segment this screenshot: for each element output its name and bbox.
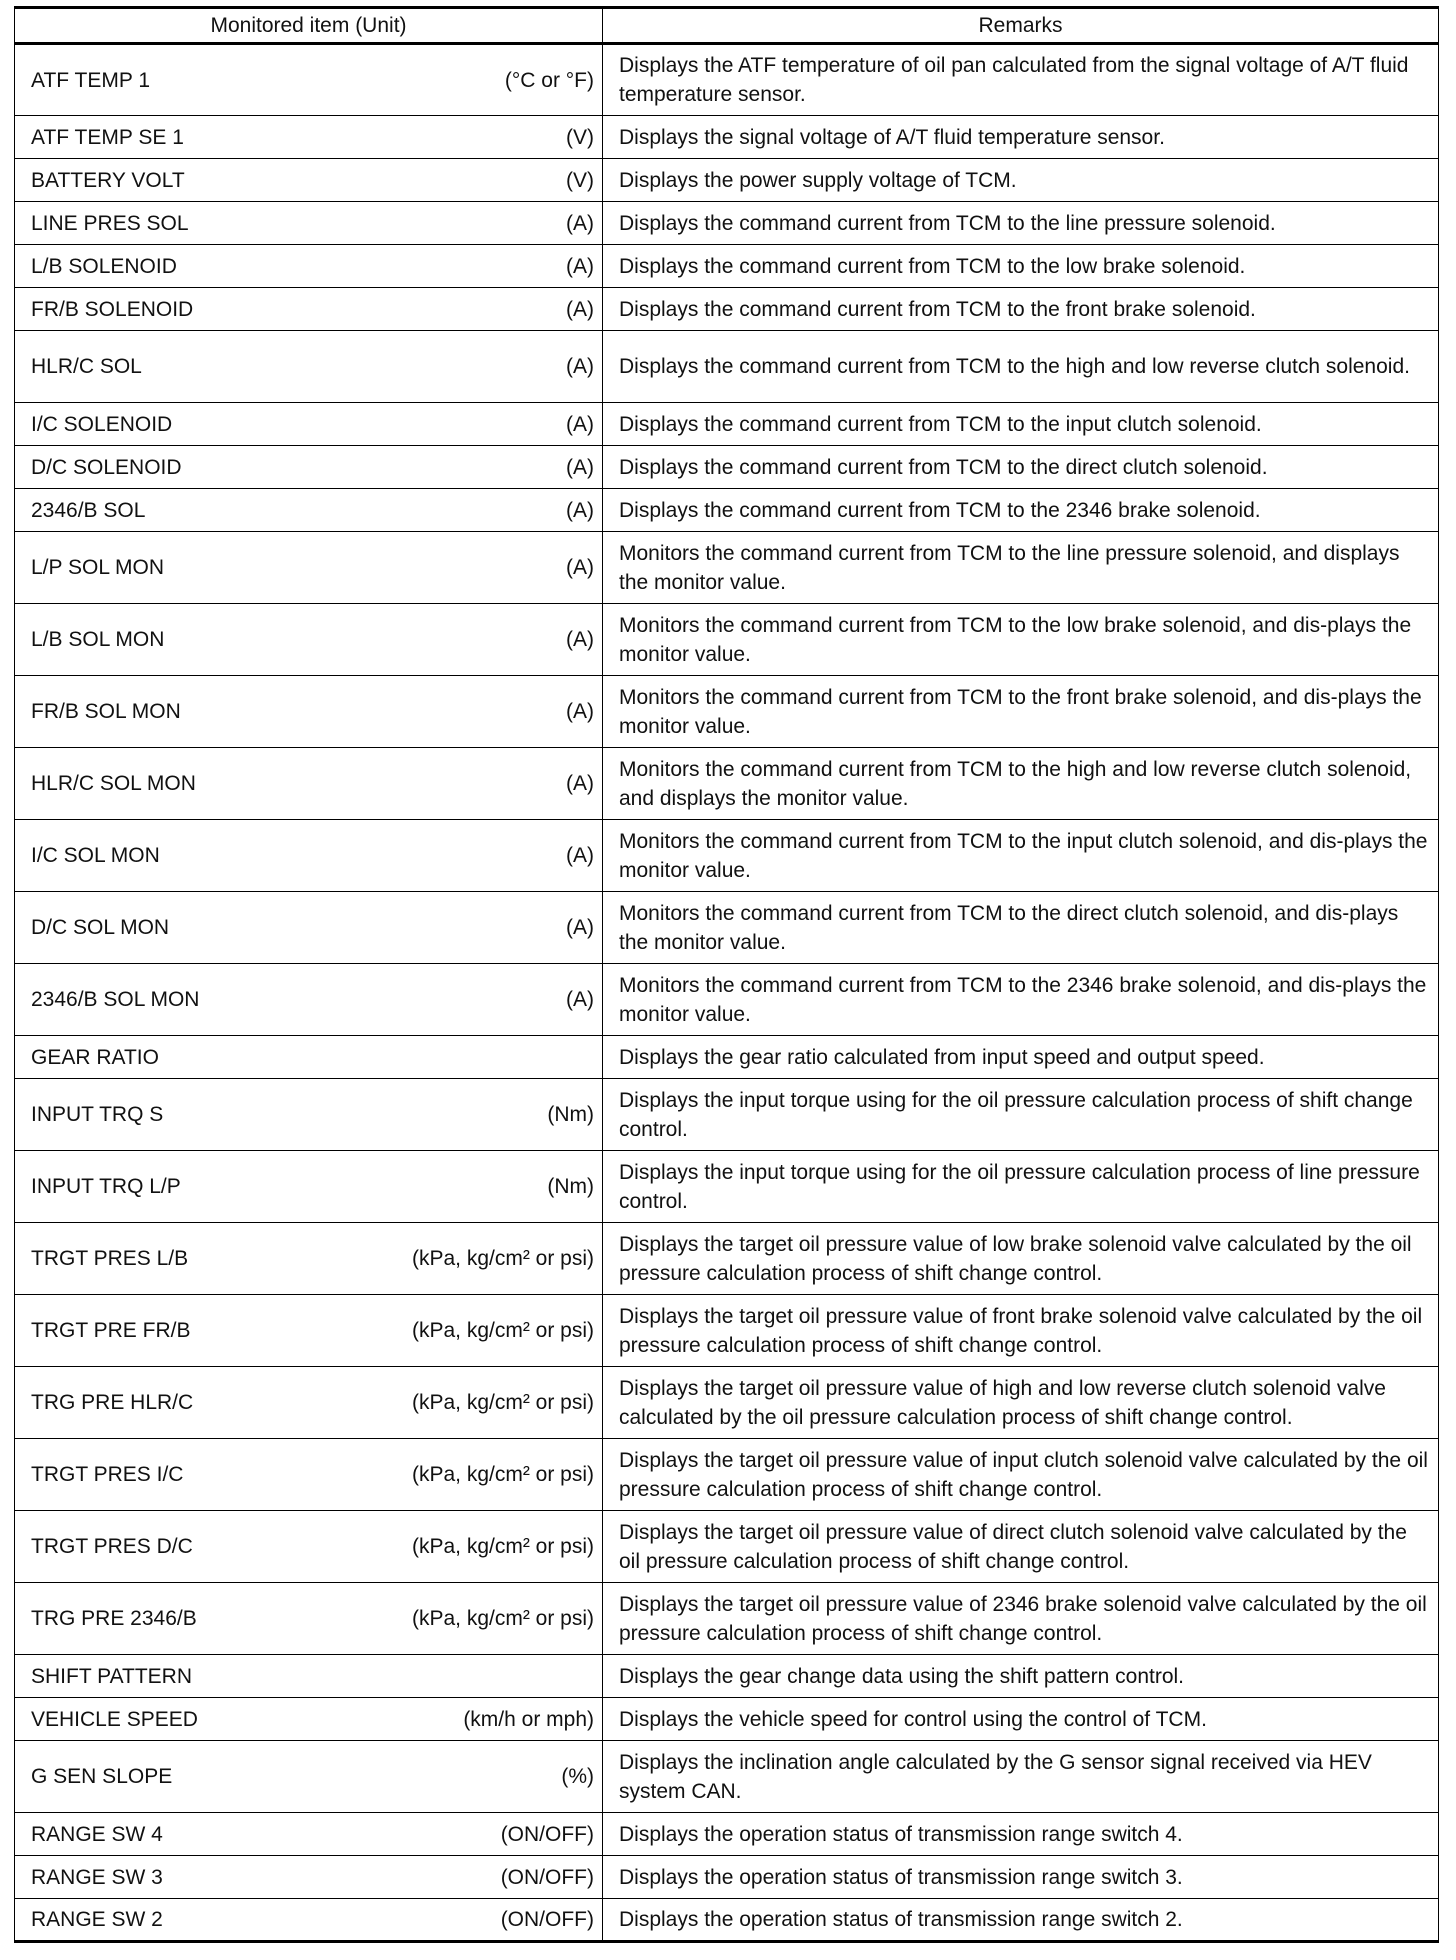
item-name: SHIFT PATTERN: [31, 1664, 193, 1688]
item-cell: [15, 1856, 603, 1899]
item-name: GEAR RATIO: [31, 1045, 159, 1069]
item-name: L/B SOLENOID: [31, 254, 177, 278]
remarks-cell: Monitors the command current from TCM to the input clutch solenoid, and dis-plays the monitor value.: [603, 820, 1439, 892]
item-name: HLR/C SOL MON: [31, 772, 196, 795]
table-row: [15, 1583, 1439, 1655]
table-row: [15, 1899, 1439, 1942]
item-unit: (Nm): [547, 1175, 594, 1198]
remarks-cell: Displays the command current from TCM to the input clutch solenoid.: [603, 403, 1439, 446]
item-name: TRG PRE HLR/C: [31, 1391, 194, 1414]
item-unit: (A): [566, 498, 594, 522]
item-cell: [15, 892, 603, 964]
item-unit: (A): [566, 772, 594, 795]
item-unit: (A): [566, 916, 594, 939]
table-body: [15, 44, 1439, 1942]
remarks-cell: Displays the target oil pressure value of high and low reverse clutch solenoid valve calculated by the oil pressure calculation process of shift change control.: [603, 1367, 1439, 1439]
item-cell: [15, 288, 603, 331]
item-name: I/C SOL MON: [31, 844, 160, 867]
item-cell: [15, 1439, 603, 1511]
item-cell: [15, 403, 603, 446]
item-unit: (ON/OFF): [500, 1865, 594, 1889]
table-row: [15, 964, 1439, 1036]
item-unit: (A): [566, 412, 594, 436]
item-name: LINE PRES SOL: [31, 211, 189, 235]
table-row: [15, 159, 1439, 202]
item-unit: (A): [566, 988, 594, 1011]
item-name: D/C SOLENOID: [31, 455, 182, 479]
item-cell: [15, 1151, 603, 1223]
item-cell: [15, 446, 603, 489]
remarks-cell: Displays the signal voltage of A/T fluid temperature sensor.: [603, 116, 1439, 159]
item-unit: (A): [566, 355, 594, 378]
header-monitored-item: Monitored item (Unit): [15, 8, 603, 44]
item-name: VEHICLE SPEED: [31, 1707, 198, 1731]
item-cell: [15, 159, 603, 202]
item-unit: (A): [566, 254, 594, 278]
remarks-cell: Monitors the command current from TCM to the high and low reverse clutch solenoid, and displays the monitor value.: [603, 748, 1439, 820]
table-row: [15, 1698, 1439, 1741]
table-row: [15, 1856, 1439, 1899]
remarks-cell: Displays the target oil pressure value of front brake solenoid valve calculated by the oil pressure calculation process of shift change control.: [603, 1295, 1439, 1367]
remarks-cell: Displays the vehicle speed for control using the control of TCM.: [603, 1698, 1439, 1741]
table-row: [15, 446, 1439, 489]
table-header: [15, 8, 1439, 44]
item-unit: (ON/OFF): [500, 1822, 594, 1846]
monitor-item-table: [14, 6, 1439, 1943]
remarks-cell: Displays the command current from TCM to the front brake solenoid.: [603, 288, 1439, 331]
item-name: FR/B SOL MON: [31, 700, 181, 723]
remarks-cell: Displays the target oil pressure value of input clutch solenoid valve calculated by the oil pressure calculation process of shift change control.: [603, 1439, 1439, 1511]
item-unit: (Nm): [547, 1103, 594, 1126]
item-unit: (kPa, kg/cm² or psi): [411, 1391, 594, 1414]
item-cell: [15, 1899, 603, 1942]
item-name: HLR/C SOL: [31, 355, 142, 378]
table-row: [15, 604, 1439, 676]
item-unit: (kPa, kg/cm² or psi): [411, 1535, 594, 1558]
item-unit: (A): [566, 844, 594, 867]
remarks-cell: Displays the operation status of transmission range switch 3.: [603, 1856, 1439, 1899]
item-name: TRG PRE 2346/B: [31, 1607, 197, 1630]
remarks-cell: Displays the target oil pressure value of direct clutch solenoid valve calculated by the oil pressure calculation process of shift change control.: [603, 1511, 1439, 1583]
item-cell: [15, 116, 603, 159]
item-name: TRGT PRE FR/B: [31, 1319, 191, 1342]
item-cell: [15, 1223, 603, 1295]
item-cell: [15, 1583, 603, 1655]
item-cell: [15, 44, 603, 116]
item-cell: [15, 1741, 603, 1813]
item-unit: (ON/OFF): [500, 1908, 594, 1931]
remarks-cell: Monitors the command current from TCM to the line pressure solenoid, and displays the monitor value.: [603, 532, 1439, 604]
item-name: RANGE SW 3: [31, 1865, 163, 1889]
item-unit: (A): [566, 455, 594, 479]
table-row: [15, 1511, 1439, 1583]
table-row: [15, 820, 1439, 892]
remarks-cell: Monitors the command current from TCM to the 2346 brake solenoid, and dis-plays the monitor value.: [603, 964, 1439, 1036]
item-cell: [15, 1079, 603, 1151]
remarks-cell: Displays the gear ratio calculated from input speed and output speed.: [603, 1036, 1439, 1079]
remarks-cell: Displays the command current from TCM to the high and low reverse clutch solenoid.: [603, 331, 1439, 403]
table-row: [15, 1036, 1439, 1079]
table-row: [15, 748, 1439, 820]
item-unit: (kPa, kg/cm² or psi): [411, 1607, 594, 1630]
item-name: G SEN SLOPE: [31, 1765, 173, 1788]
item-name: L/P SOL MON: [31, 556, 165, 579]
remarks-cell: Displays the operation status of transmission range switch 2.: [603, 1899, 1439, 1942]
remarks-cell: Monitors the command current from TCM to the direct clutch solenoid, and dis-plays the monitor value.: [603, 892, 1439, 964]
item-cell: [15, 604, 603, 676]
item-cell: [15, 820, 603, 892]
table-row: [15, 1223, 1439, 1295]
item-cell: [15, 1367, 603, 1439]
remarks-cell: Displays the target oil pressure value of 2346 brake solenoid valve calculated by the oil pressure calculation process of shift change control.: [603, 1583, 1439, 1655]
header-remarks: Remarks: [603, 8, 1439, 44]
remarks-cell: Displays the input torque using for the oil pressure calculation process of line pressure control.: [603, 1151, 1439, 1223]
table-row: [15, 1079, 1439, 1151]
item-cell: [15, 964, 603, 1036]
item-name: TRGT PRES I/C: [31, 1463, 184, 1486]
item-cell: [15, 532, 603, 604]
item-cell: [15, 748, 603, 820]
item-cell: [15, 331, 603, 403]
table-row: [15, 892, 1439, 964]
item-unit: (V): [566, 125, 594, 149]
remarks-cell: Displays the input torque using for the oil pressure calculation process of shift change control.: [603, 1079, 1439, 1151]
item-cell: [15, 1295, 603, 1367]
item-name: ATF TEMP SE 1: [31, 125, 184, 149]
item-name: INPUT TRQ S: [31, 1103, 164, 1126]
remarks-cell: Displays the command current from TCM to the 2346 brake solenoid.: [603, 489, 1439, 532]
item-unit: (%): [561, 1765, 594, 1788]
table-row: [15, 1439, 1439, 1511]
item-name: FR/B SOLENOID: [31, 297, 194, 321]
table-row: [15, 1741, 1439, 1813]
table-row: [15, 676, 1439, 748]
item-name: 2346/B SOL: [31, 498, 146, 522]
remarks-cell: Displays the gear change data using the shift pattern control.: [603, 1655, 1439, 1698]
table-row: [15, 331, 1439, 403]
remarks-cell: Displays the command current from TCM to the line pressure solenoid.: [603, 202, 1439, 245]
remarks-cell: Displays the power supply voltage of TCM.: [603, 159, 1439, 202]
item-cell: [15, 1698, 603, 1741]
remarks-cell: Displays the target oil pressure value of low brake solenoid valve calculated by the oil pressure calculation process of shift change control.: [603, 1223, 1439, 1295]
item-name: INPUT TRQ L/P: [31, 1175, 181, 1198]
remarks-cell: Displays the ATF temperature of oil pan calculated from the signal voltage of A/T fluid temperature sensor.: [603, 44, 1439, 116]
remarks-cell: Monitors the command current from TCM to the low brake solenoid, and dis-plays the monitor value.: [603, 604, 1439, 676]
remarks-cell: Displays the command current from TCM to the low brake solenoid.: [603, 245, 1439, 288]
item-name: I/C SOLENOID: [31, 412, 173, 436]
item-name: D/C SOL MON: [31, 916, 170, 939]
item-unit: (kPa, kg/cm² or psi): [411, 1247, 594, 1270]
table-row: [15, 202, 1439, 245]
item-unit: (A): [566, 700, 594, 723]
item-name: ATF TEMP 1: [31, 68, 151, 92]
item-unit: (V): [566, 168, 594, 192]
table-row: [15, 1367, 1439, 1439]
remarks-cell: Monitors the command current from TCM to the front brake solenoid, and dis-plays the monitor value.: [603, 676, 1439, 748]
table-row: [15, 489, 1439, 532]
item-name: L/B SOL MON: [31, 628, 165, 651]
item-cell: [15, 676, 603, 748]
table-row: [15, 1151, 1439, 1223]
item-cell: [15, 489, 603, 532]
table-row: [15, 116, 1439, 159]
item-name: BATTERY VOLT: [31, 168, 185, 192]
item-name: TRGT PRES D/C: [31, 1535, 193, 1558]
item-cell: [15, 1036, 603, 1079]
item-name: 2346/B SOL MON: [31, 988, 200, 1011]
item-cell: [15, 245, 603, 288]
table-row: [15, 403, 1439, 446]
item-name: RANGE SW 4: [31, 1822, 163, 1846]
table-row: [15, 288, 1439, 331]
item-cell: [15, 1813, 603, 1856]
remarks-cell: Displays the command current from TCM to the direct clutch solenoid.: [603, 446, 1439, 489]
item-cell: [15, 202, 603, 245]
remarks-cell: Displays the operation status of transmission range switch 4.: [603, 1813, 1439, 1856]
table-row: [15, 1295, 1439, 1367]
item-unit: (A): [566, 211, 594, 235]
table-row: [15, 245, 1439, 288]
monitor-item-table-page: [14, 6, 1438, 1943]
remarks-cell: Displays the inclination angle calculated by the G sensor signal received via HEV system CAN.: [603, 1741, 1439, 1813]
table-row: [15, 1813, 1439, 1856]
item-name: TRGT PRES L/B: [31, 1247, 189, 1270]
table-row: [15, 44, 1439, 116]
item-unit: (A): [566, 556, 594, 579]
item-name: RANGE SW 2: [31, 1908, 163, 1931]
item-cell: [15, 1511, 603, 1583]
item-unit: (km/h or mph): [463, 1707, 594, 1731]
table-row: [15, 1655, 1439, 1698]
item-cell: [15, 1655, 603, 1698]
item-unit: (kPa, kg/cm² or psi): [411, 1319, 594, 1342]
item-unit: (A): [566, 628, 594, 651]
item-unit: (A): [566, 297, 594, 321]
table-row: [15, 532, 1439, 604]
item-unit: (kPa, kg/cm² or psi): [411, 1463, 594, 1486]
item-unit: (°C or °F): [504, 68, 594, 92]
